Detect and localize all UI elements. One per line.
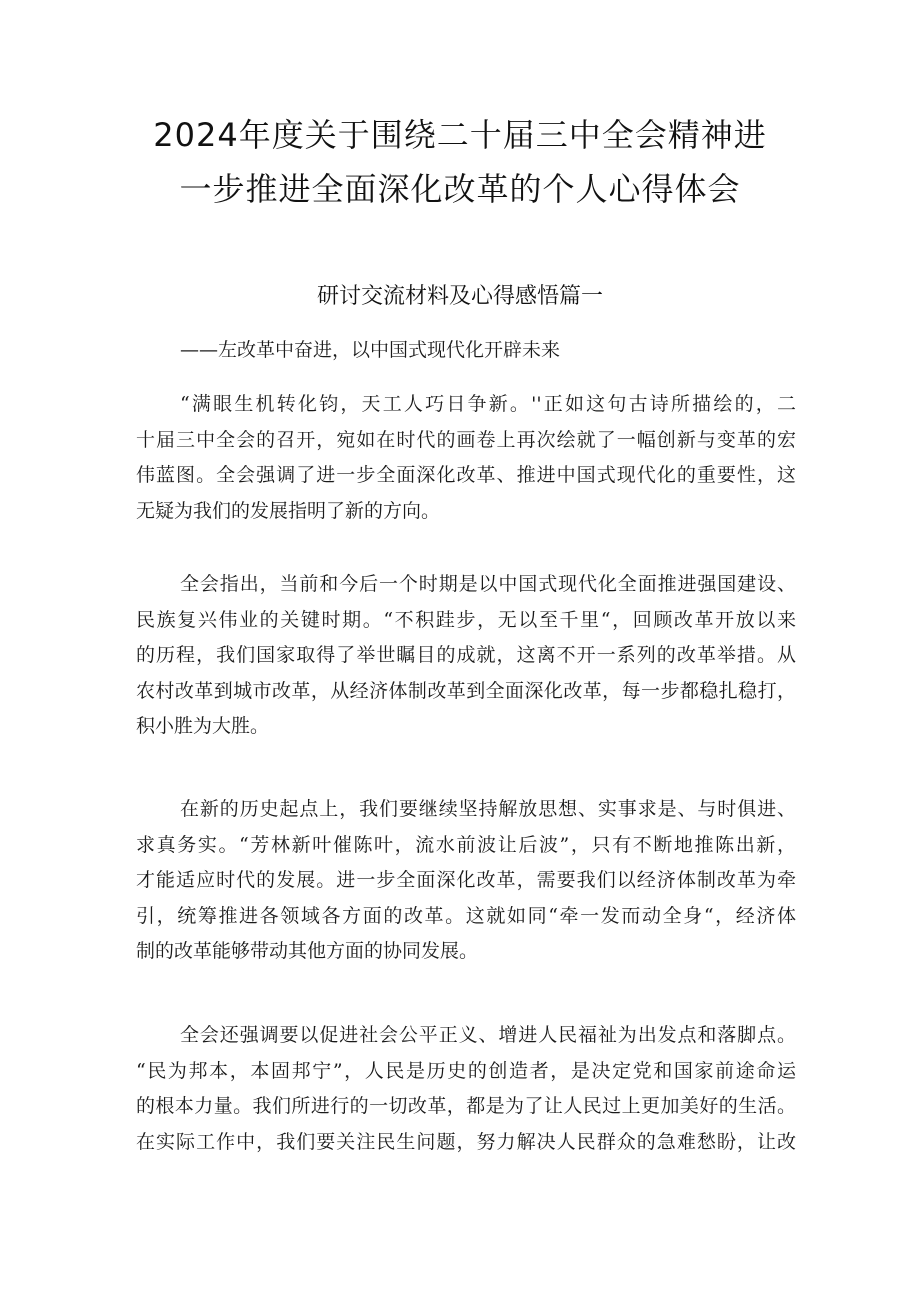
paragraph-line: 十届三中全会的召开，宛如在时代的画卷上再次绘就了一幅创新与变革的宏 [136, 428, 796, 451]
paragraph-line: 民族复兴伟业的关键时期。“不积跬步，无以至千里“，回顾改革开放以来 [136, 608, 796, 631]
paragraph-line: 积小胜为大胜。 [136, 715, 270, 737]
paragraph-2 [136, 567, 796, 745]
paragraph-line: 制的改革能够带动其他方面的协同发展。 [136, 940, 479, 962]
paragraph-line: 才能适应时代的发展。进一步全面深化改革，需要我们以经济体制改革为牵 [136, 869, 796, 891]
paragraph-line: 的历程，我们国家取得了举世瞩目的成就，这离不开一系列的改革举措。从 [136, 644, 796, 666]
paragraph-line: “民为邦本，本固邦宁”，人民是历史的创造者，是决定党和国家前途命运 [136, 1059, 796, 1082]
section-subtitle: 研讨交流材料及心得感悟篇一 [316, 284, 603, 309]
paragraph-line: 引，统筹推进各领域各方面的改革。这就如同“牵一发而动全身“，经济体 [136, 904, 796, 927]
paragraph-line: 全会指出，当前和今后一个时期是以中国式现代化全面推进强国建设、 [180, 573, 796, 595]
title-line-1: 2024年度关于围绕二十届三中全会精神进 [153, 116, 767, 154]
paragraph-line: 全会还强调要以促进社会公平正义、增进人民福祉为出发点和落脚点。 [180, 1024, 796, 1046]
paragraph-line: 的根本力量。我们所进行的一切改革，都是为了让人民过上更加美好的生活。 [136, 1095, 796, 1117]
paragraph-1 [136, 387, 796, 529]
paragraph-4 [136, 1018, 796, 1160]
title-line-2: 一步推进全面深化改革的个人心得体会 [179, 170, 741, 208]
paragraph-line: 求真务实。“芳林新叶催陈叶，流水前波让后波”，只有不断地推陈出新， [136, 833, 796, 856]
paragraph-line: 在新的历史起点上，我们要继续坚持解放思想、实事求是、与时俱进、 [180, 798, 796, 820]
document-title [90, 108, 830, 216]
paragraph-3 [136, 792, 796, 970]
paragraph-line: 伟蓝图。全会强调了进一步全面深化改革、推进中国式现代化的重要性，这 [136, 464, 796, 486]
paragraph-line: 无疑为我们的发展指明了新的方向。 [136, 499, 441, 522]
byline: ——左改革中奋进，以中国式现代化开辟未来 [180, 339, 561, 361]
paragraph-line: 农村改革到城市改革，从经济体制改革到全面深化改革，每一步都稳扎稳打， [136, 679, 796, 702]
paragraph-line: 在实际工作中，我们要关注民生问题，努力解决人民群众的急难愁盼，让改 [136, 1130, 796, 1153]
paragraph-line: “满眼生机转化钧，天工人巧日争新。''正如这句古诗所描绘的，二 [180, 393, 796, 415]
